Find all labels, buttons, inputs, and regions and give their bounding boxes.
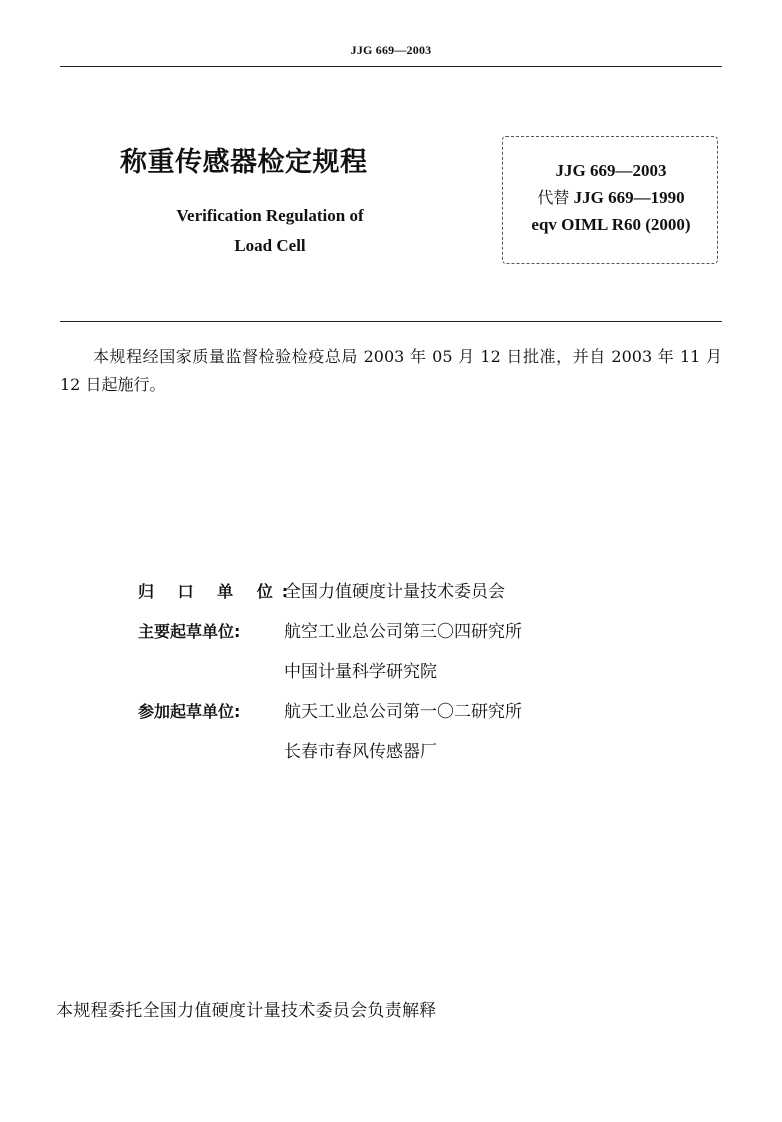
org-label-participating-drafter: 参加起草单位: — [138, 702, 241, 721]
approval-statement: 本规程经国家质量监督检验检疫总局 2003 年 05 月 12 日批准，并自 2003 年 11 月 12 日起施行。 — [60, 347, 722, 394]
org-row-main-drafter-cont — [138, 658, 698, 698]
org-value-main-drafter-1: 航空工业总公司第三〇四研究所 — [284, 622, 522, 642]
header-standard-code: JJG 669—2003 — [350, 43, 432, 57]
org-row-participating-drafter-cont — [138, 738, 698, 778]
org-row-main-drafter — [138, 618, 698, 658]
org-row-participating-drafter — [138, 698, 698, 738]
title-english-line-2: Load Cell — [234, 236, 306, 255]
org-value-participating-drafter-2: 长春市春风传感器厂 — [284, 742, 437, 762]
code-current: JJG 669—2003 — [555, 161, 667, 180]
code-equivalent: eqv OIML R60 (2000) — [531, 215, 691, 234]
org-value-participating-drafter-1: 航天工业总公司第一〇二研究所 — [284, 702, 522, 722]
org-label-main-drafter: 主要起草单位: — [138, 622, 241, 641]
org-value-responsible: 全国力值硬度计量技术委员会 — [284, 582, 505, 602]
org-value-main-drafter-2: 中国计量科学研究院 — [284, 662, 437, 682]
header-rule — [60, 66, 722, 67]
organization-table — [138, 578, 698, 778]
section-rule — [60, 321, 722, 322]
standard-code-box — [502, 136, 718, 264]
title-english-line-1: Verification Regulation of — [176, 206, 364, 225]
code-replaces — [511, 184, 711, 211]
code-replaced: JJG 669—1990 — [569, 188, 685, 207]
org-label-responsible: 归 口 单 位: — [138, 582, 298, 601]
title-chinese: 称重传感器检定规程 — [120, 147, 368, 178]
org-row-responsible — [138, 578, 698, 618]
code-replaces-label: 代替 — [537, 188, 570, 207]
interpretation-note: 本规程委托全国力值硬度计量技术委员会负责解释 — [56, 1001, 437, 1021]
